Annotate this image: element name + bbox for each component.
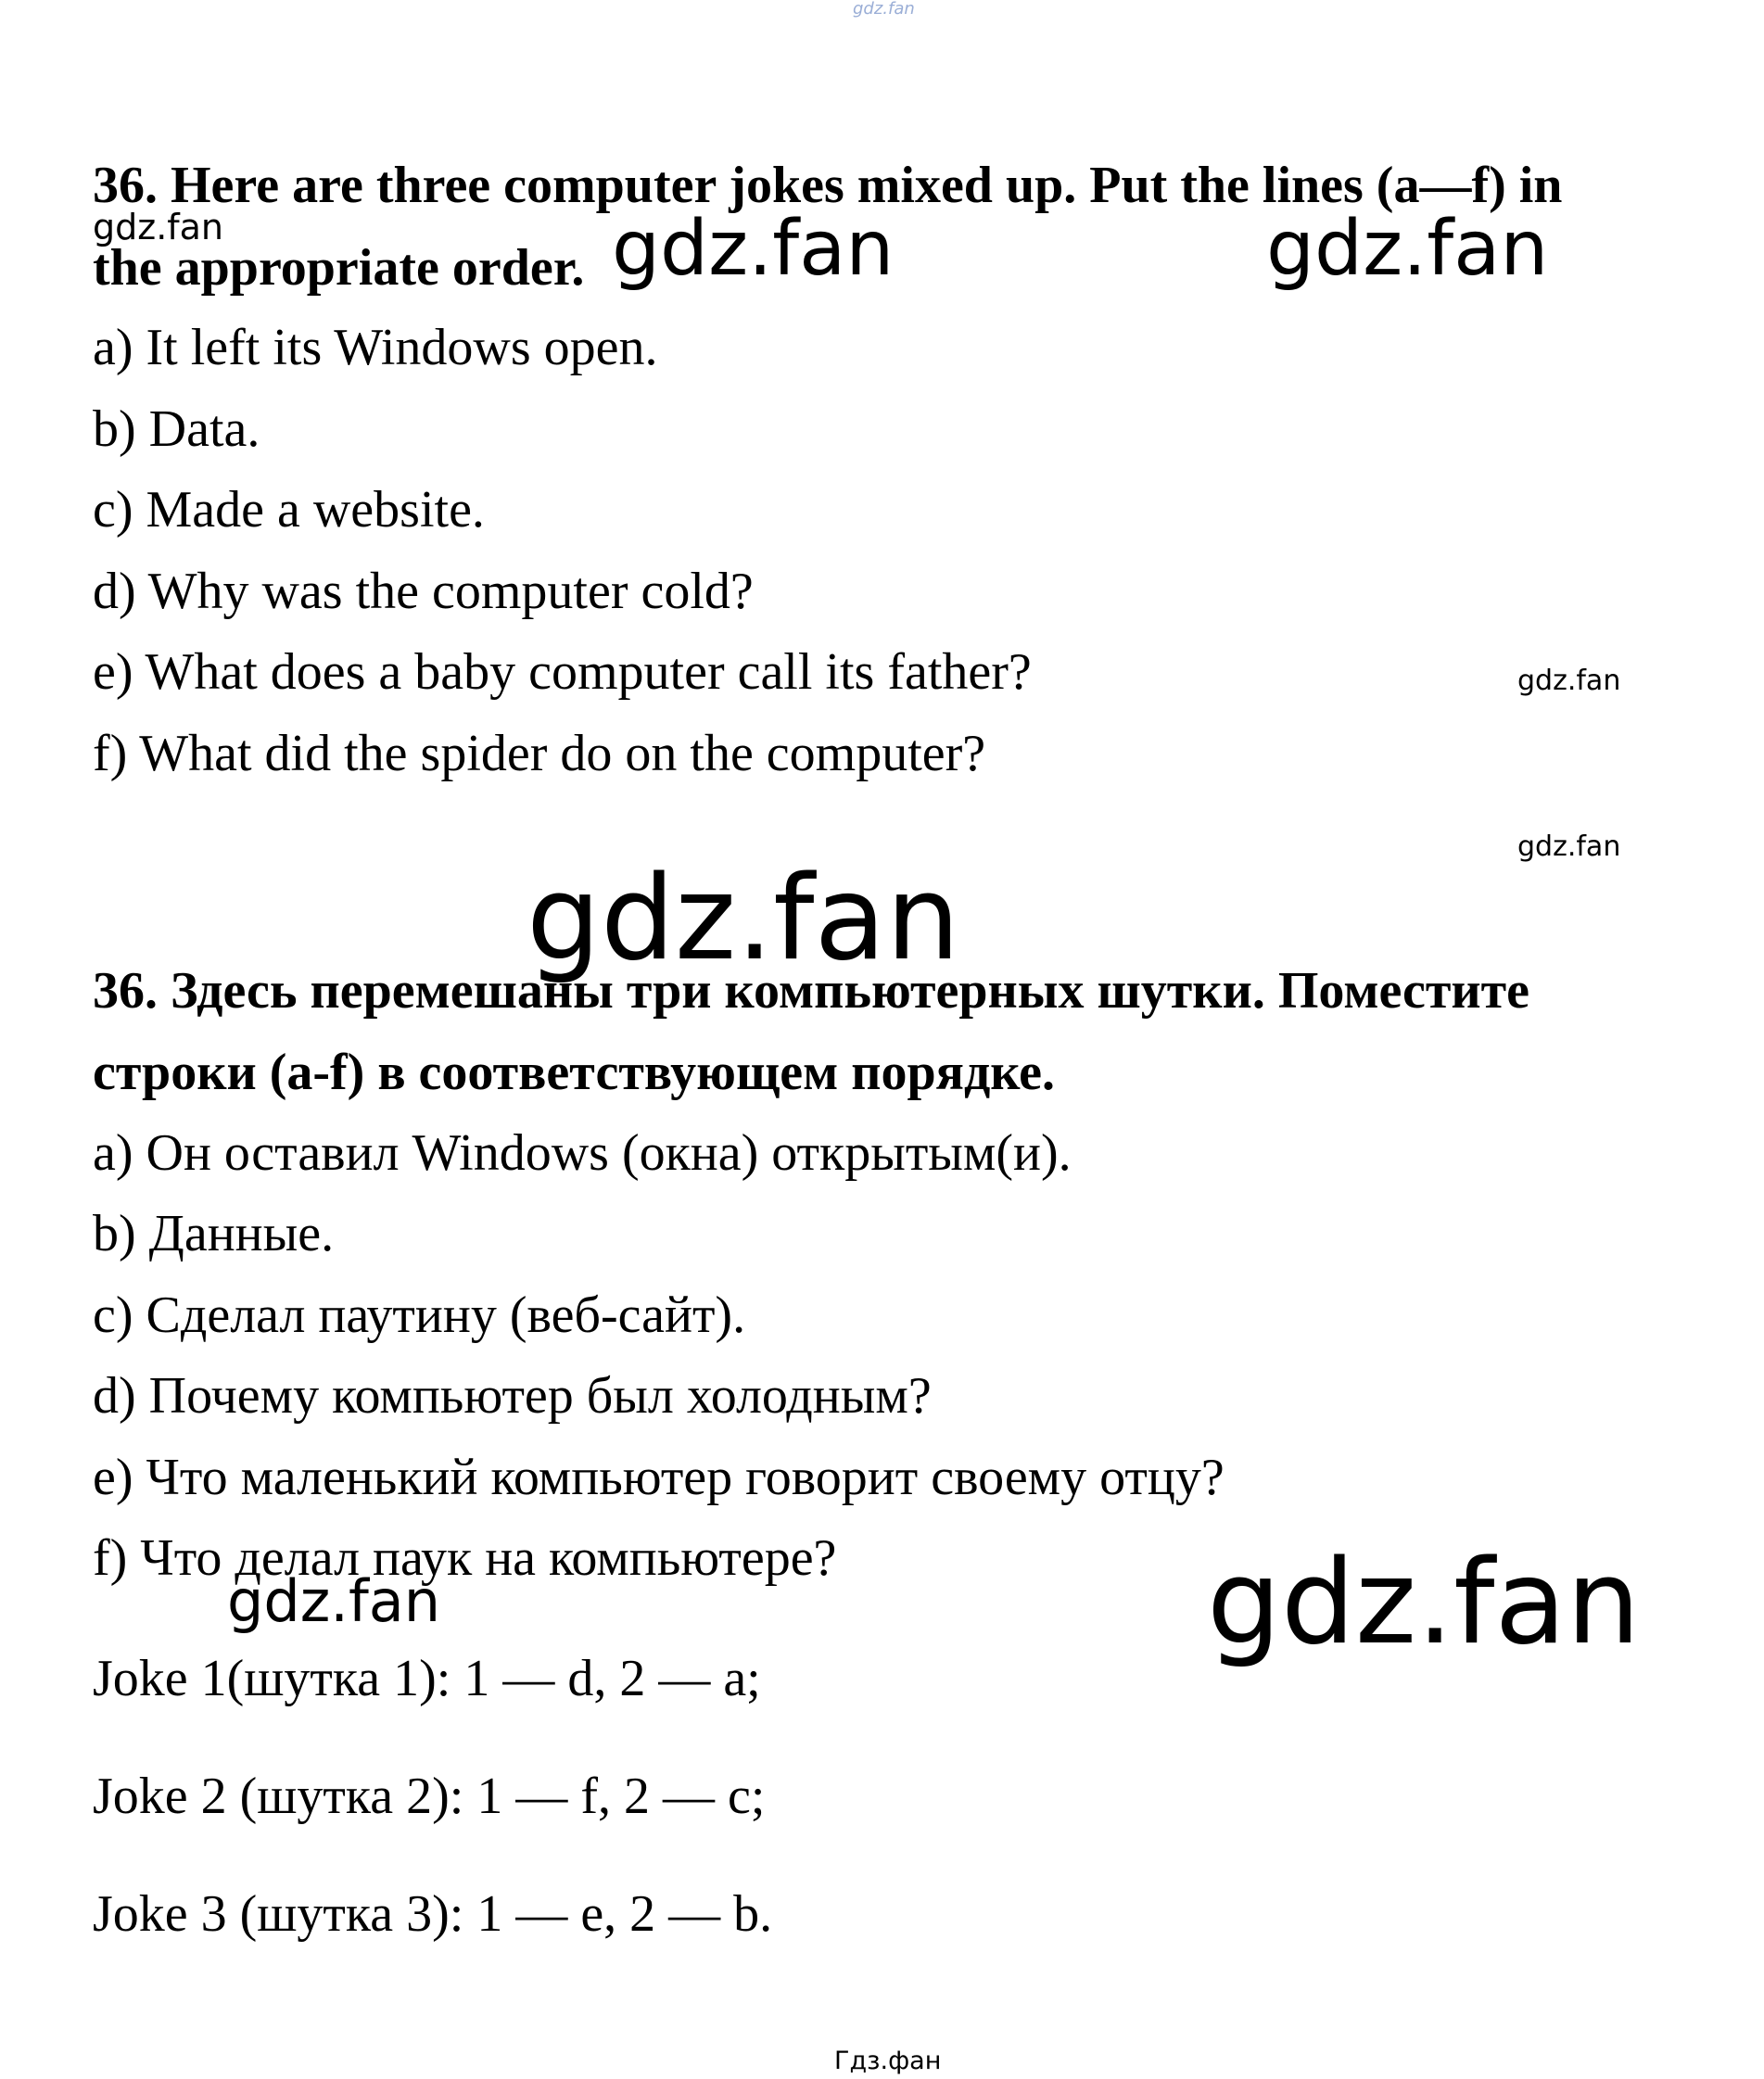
task-en-item-b: b) Data.: [93, 400, 260, 458]
watermark-footer: Гдз.фан: [834, 2047, 942, 2075]
watermark-large-1: gdz.fan: [527, 850, 960, 986]
answer-joke-2: Joke 2 (шутка 2): 1 — f, 2 — c;: [93, 1768, 766, 1825]
task-ru-item-b: b) Данные.: [93, 1205, 335, 1262]
task-ru-item-f: f) Что делал паук на компьютере?: [93, 1529, 837, 1587]
task-en-heading-line1: 36. Here are three computer jokes mixed up. Put the lines (a—f) in: [93, 157, 1563, 214]
watermark-large-2: gdz.fan: [1207, 1534, 1641, 1670]
task-en-item-f: f) What did the spider do on the computer?: [93, 725, 986, 782]
task-ru-heading-line2: строки (a-f) в соответствующем порядке.: [93, 1044, 1055, 1101]
watermark-medium-1: gdz.fan: [612, 205, 895, 293]
task-en-item-c: c) Made a website.: [93, 481, 485, 539]
task-ru-heading-line1: 36. Здесь перемешаны три компьютерных шутки. Поместите: [93, 962, 1530, 1020]
task-ru-item-d: d) Почему компьютер был холодным?: [93, 1367, 932, 1425]
answer-joke-3: Joke 3 (шутка 3): 1 — e, 2 — b.: [93, 1885, 773, 1943]
task-en-heading-line2: the appropriate order.: [93, 239, 585, 297]
task-ru-item-c: c) Сделал паутину (веб-сайт).: [93, 1287, 746, 1344]
task-en-item-d: d) Why was the computer cold?: [93, 563, 754, 620]
task-en-item-a: a) It left its Windows open.: [93, 319, 658, 376]
task-ru-item-e: e) Что маленький компьютер говорит своему отцу?: [93, 1449, 1225, 1506]
watermark-small-2: gdz.fan: [1517, 665, 1621, 697]
watermark-medium-3: gdz.fan: [227, 1567, 441, 1635]
watermark-medium-2: gdz.fan: [1266, 205, 1549, 293]
watermark-top: gdz.fan: [853, 0, 915, 19]
task-en-item-e: e) What does a baby computer call its father?: [93, 643, 1032, 701]
watermark-small-3: gdz.fan: [1517, 830, 1621, 863]
watermark-small-1: gdz.fan: [93, 207, 224, 247]
answer-joke-1: Joke 1(шутка 1): 1 — d, 2 — a;: [93, 1650, 761, 1707]
task-ru-item-a: a) Он оставил Windows (окна) открытым(и).: [93, 1124, 1072, 1182]
